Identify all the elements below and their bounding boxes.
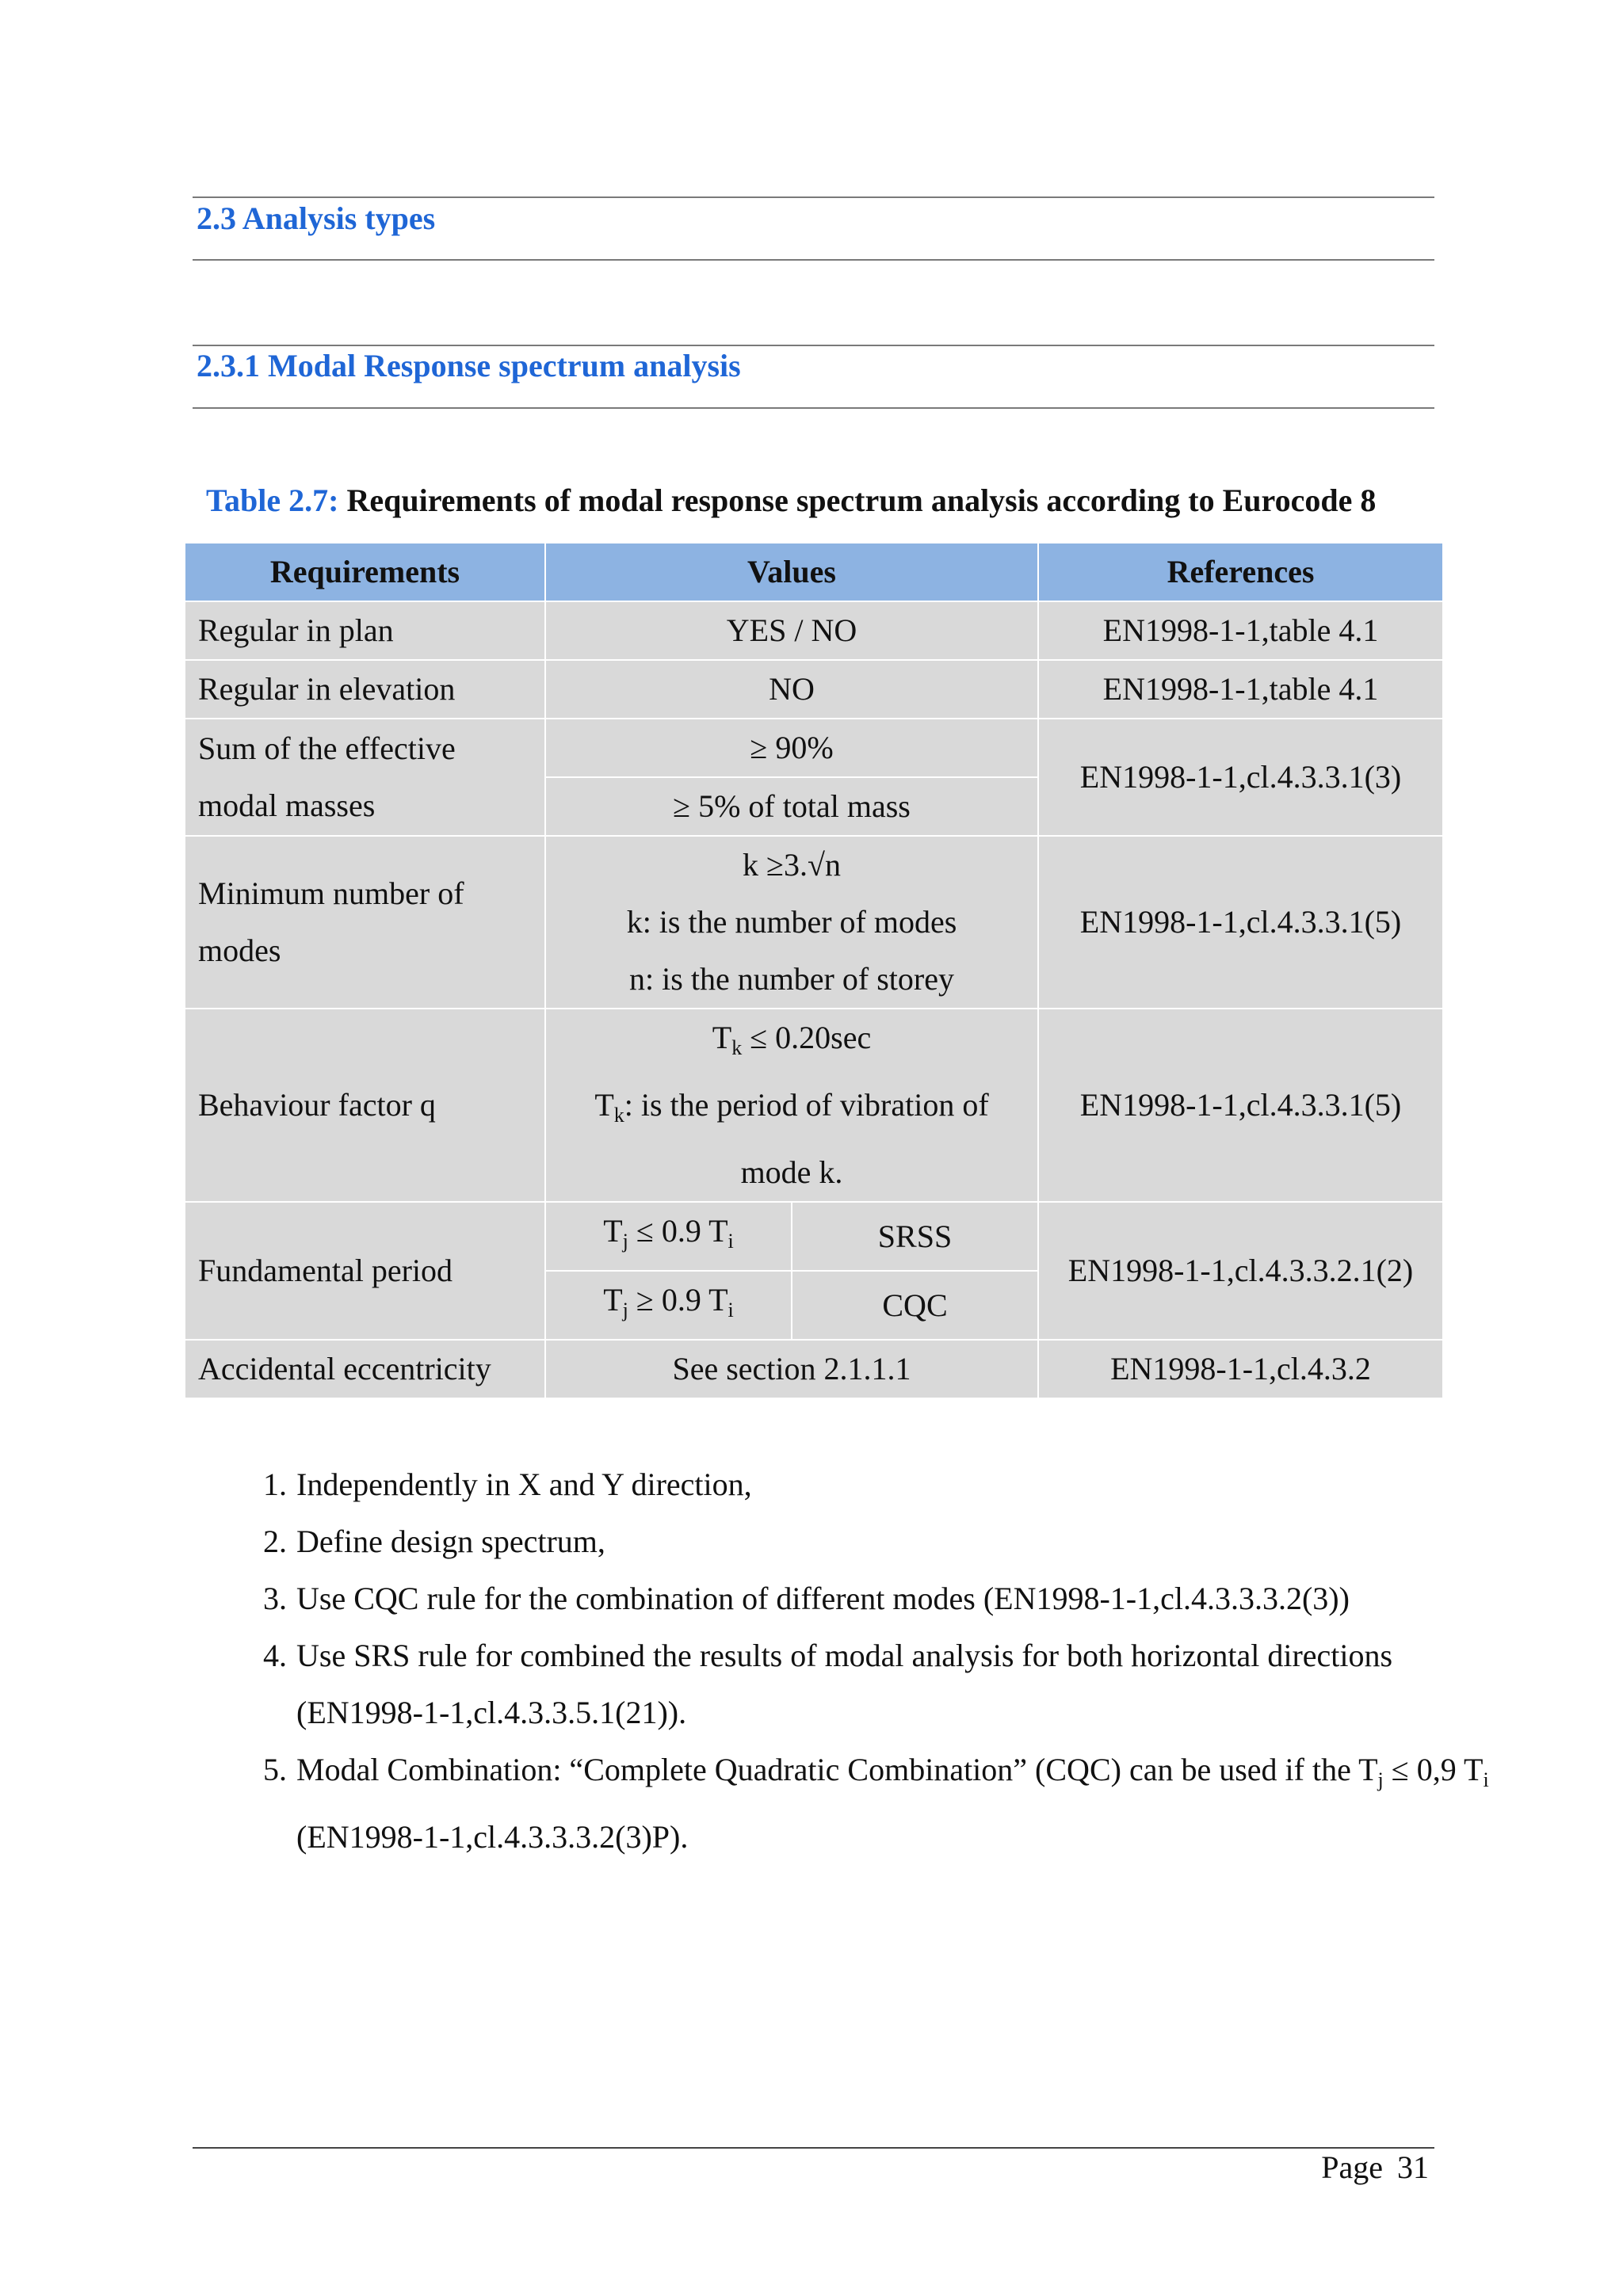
method-cell: CQC	[792, 1271, 1038, 1340]
subsection-number: 2.3.1	[197, 348, 260, 383]
value-line: n: is the number of storey	[629, 961, 954, 997]
list-item: 1. Independently in X and Y direction,	[295, 1456, 1515, 1513]
value-cell: ≥ 90%	[545, 719, 1038, 777]
subscript: j	[622, 1299, 628, 1322]
condition-cell	[545, 1202, 792, 1271]
reference-cell: EN1998-1-1,cl.4.3.3.1(5)	[1038, 1009, 1443, 1202]
section-heading	[197, 200, 435, 237]
table-caption-text: Requirements of modal response spectrum analysis according to Eurocode 8	[346, 482, 1377, 518]
header-requirements: Requirements	[185, 543, 545, 601]
reference-cell: EN1998-1-1,cl.4.3.3.1(3)	[1038, 719, 1443, 836]
value-cell: ≥ 5% of total mass	[545, 777, 1038, 836]
reference-cell: EN1998-1-1,table 4.1	[1038, 660, 1443, 719]
subscript: k	[613, 1104, 624, 1127]
condition-text: ≥ 0.9 T	[628, 1282, 728, 1318]
footer-rule	[193, 2147, 1434, 2149]
requirement-line: Minimum number of	[198, 875, 464, 911]
note-text: Modal Combination: “Complete Quadratic Combination” (CQC) can be used if the T	[296, 1752, 1378, 1787]
header-references: References	[1038, 543, 1443, 601]
table-row	[185, 719, 1443, 777]
symbol-T: T	[594, 1087, 614, 1123]
subsection-title: Modal Response spectrum analysis	[268, 348, 741, 383]
list-item: 3. Use CQC rule for the combination of different modes (EN1998-1-1,cl.4.3.3.3.2(3))	[295, 1570, 1515, 1627]
requirement-cell: Regular in plan	[185, 601, 545, 660]
table-caption-label: Table 2.7:	[206, 482, 339, 518]
value-cell	[545, 1009, 1038, 1202]
reference-cell: EN1998-1-1,cl.4.3.2	[1038, 1340, 1443, 1398]
symbol-T: T	[603, 1282, 623, 1318]
header-values: Values	[545, 543, 1038, 601]
section-top-rule	[193, 196, 1434, 198]
table-row	[185, 1202, 1443, 1271]
reference-cell: EN1998-1-1,cl.4.3.3.1(5)	[1038, 836, 1443, 1009]
requirement-cell: Behaviour factor q	[185, 1009, 545, 1202]
requirement-cell: Accidental eccentricity	[185, 1340, 545, 1398]
table-row	[185, 660, 1443, 719]
page-number: 31	[1397, 2149, 1429, 2185]
note-text: ≤ 0,9 T	[1383, 1752, 1484, 1787]
section-title: Analysis types	[242, 200, 436, 236]
table-row	[185, 836, 1443, 1009]
value-line	[559, 1077, 1025, 1144]
value-line: k: is the number of modes	[626, 904, 957, 940]
value-cell: YES / NO	[545, 601, 1038, 660]
note-text: (EN1998-1-1,cl.4.3.3.3.2(3)P).	[296, 1819, 689, 1855]
subscript: k	[731, 1036, 743, 1059]
subscript: i	[727, 1230, 734, 1253]
table-caption	[206, 482, 1376, 519]
subsection-bottom-rule	[193, 407, 1434, 409]
subsection-heading	[197, 347, 741, 384]
value-cell: See section 2.1.1.1	[545, 1340, 1038, 1398]
requirement-cell	[185, 719, 545, 836]
requirements-table	[184, 542, 1444, 1399]
list-item: 4. Use SRS rule for combined the results of modal analysis for both horizontal directions (EN1998-1-1,cl.4.3.3.5.1(21)).	[295, 1627, 1515, 1741]
value-line: k ≥3.√n	[743, 847, 841, 883]
requirement-cell: Regular in elevation	[185, 660, 545, 719]
subscript: i	[727, 1299, 734, 1322]
page-label: Page	[1321, 2149, 1383, 2185]
reference-cell: EN1998-1-1,cl.4.3.3.2.1(2)	[1038, 1202, 1443, 1340]
subscript: j	[1377, 1768, 1384, 1791]
page-number-label	[1321, 2149, 1429, 2186]
method-cell: SRSS	[792, 1202, 1038, 1271]
subscript: i	[1483, 1768, 1489, 1791]
list-item: 2. Define design spectrum,	[295, 1513, 1515, 1570]
table-row	[185, 601, 1443, 660]
table-row	[185, 1340, 1443, 1398]
reference-cell: EN1998-1-1,table 4.1	[1038, 601, 1443, 660]
value-cell: NO	[545, 660, 1038, 719]
value-line: mode k.	[740, 1154, 843, 1190]
symbol-T: T	[603, 1213, 623, 1249]
requirement-cell: Fundamental period	[185, 1202, 545, 1340]
condition-text: ≤ 0.9 T	[628, 1213, 728, 1249]
table-header-row	[185, 543, 1443, 601]
table-row	[185, 1009, 1443, 1202]
subsection-top-rule	[193, 345, 1434, 346]
symbol-T: T	[712, 1020, 732, 1055]
value-line	[559, 1009, 1025, 1077]
section-number: 2.3	[197, 200, 236, 236]
requirement-line: modes	[198, 933, 281, 968]
requirement-line: Sum of the effective	[198, 730, 456, 766]
value-cell	[545, 836, 1038, 1009]
section-bottom-rule	[193, 259, 1434, 261]
requirement-line: modal masses	[198, 788, 376, 823]
subscript: j	[622, 1230, 628, 1253]
notes-list	[214, 1456, 1515, 1866]
value-text: ≤ 0.20sec	[742, 1020, 872, 1055]
value-text: : is the period of vibration of	[624, 1087, 989, 1123]
condition-cell	[545, 1271, 792, 1340]
list-item	[295, 1741, 1515, 1866]
requirement-cell	[185, 836, 545, 1009]
